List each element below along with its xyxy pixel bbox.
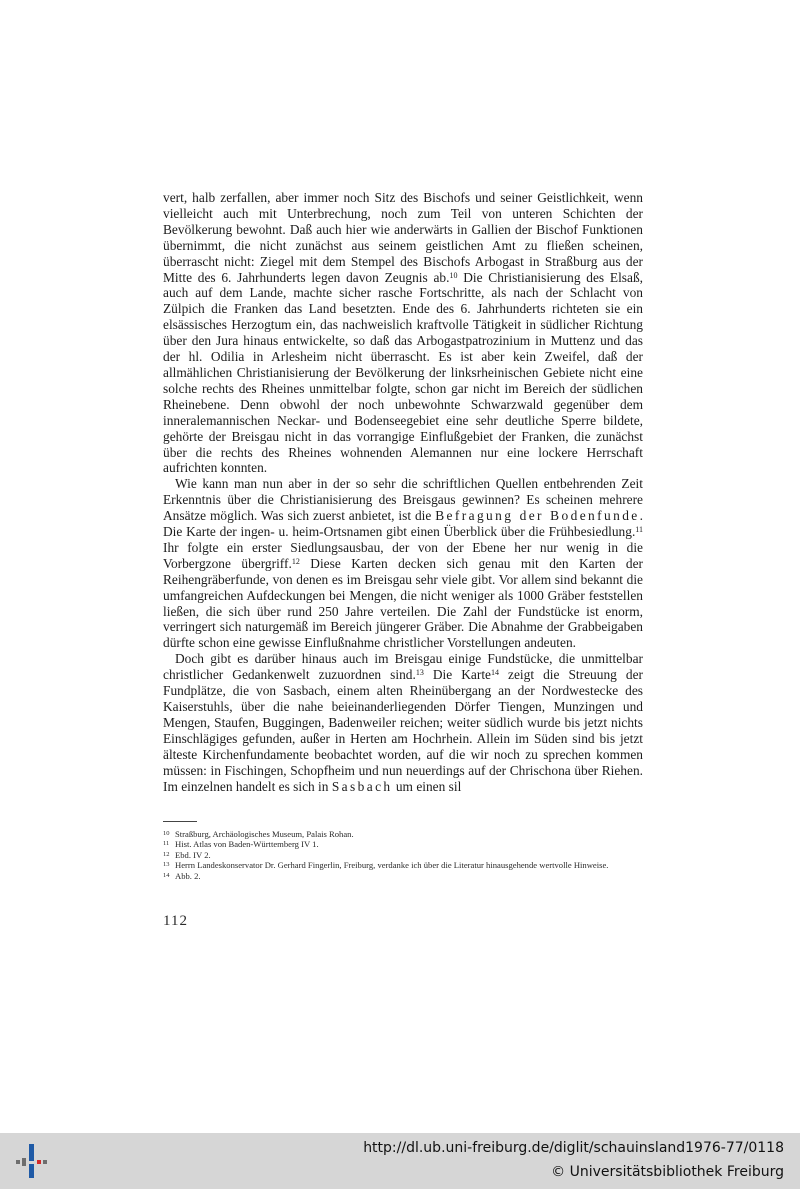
footnote-ref-12: 12: [291, 556, 300, 566]
footnote-ref-11: 11: [635, 525, 643, 535]
footnote-number: 12: [163, 850, 170, 858]
paragraph-2: [163, 476, 643, 651]
paragraph-3-text-a: Doch gibt es darüber hinaus auch im Breisgau einige Fundstücke, die unmittelbar christlicher Gedankenwelt zuzuordnen sind.: [163, 651, 643, 683]
footnote-text: Herrn Landeskonservator Dr. Gerhard Fingerlin, Freiburg, verdanke ich über die Literatur hinausgehende wertvolle Hinweise.: [175, 860, 609, 871]
paragraph-3: [163, 651, 643, 794]
footnotes: [163, 829, 643, 881]
paragraph-1-text-b: Die Christianisierung des Elsaß, auch auf dem Lande, machte sicher rasche Fortschritte, als nach der Schlacht von Zülpich die Franken das Land besetzten. Ende des 6. Jahrhunderts richteten sie ein elsässisches Herzogtum ein, das nachweislich kraftvolle Tätigkeit in südlicher Richtung über den Jura hinaus entwickelte, so daß das Arbogastpatrozinium in Muttenz und das der hl. Odilia in Arlesheim nicht überrascht. Es ist aber kein Zweifel, daß der allmählichen Christianisierung der Bevölkerung der linksrheinischen Gebiete nicht eine solche rechts des Rheines unmittelbar folgte, schon gar nicht im Bereich der südlichen Rheinebene. Denn obwohl der noch unbewohnte Schwarzwald gegenüber dem inneralemannischen Neckar- und Bodenseegebiet eine sehr deutliche Sperre bildete, gehörte der Breisgau nicht in das vorrangige Einflußgebiet der Franken, die zunächst über die rechts des Rheines wohnenden Alemannen nur eine lockere Herrschaft aufrichten konnten.: [163, 269, 643, 476]
footnote-text: Ebd. IV 2.: [175, 849, 211, 860]
paragraph-2-text-b: . Die Karte der ingen- u. heim-Ortsnamen gibt einen Überblick über die Frühbesiedlung.: [163, 508, 643, 540]
paragraph-2-text-d: Diese Karten decken sich genau mit den Karten der Reihengräberfunde, von denen es im Breisgau sehr viele gibt. Vor allem sind bekannt die umfangreichen Aufdeckungen bei Mengen, die nicht weniger als 1000 Gräber feststellen ließen, die sich über rund 250 Jahre verteilen. Die Zahl der Fundstücke ist enorm, verringert sich naturgemäß im Bereich jüngerer Gräber. Die Abnahme der Grabbeigaben dürfte schon eine gewisse Einflußnahme christlicher Vorstellungen andeuten.: [163, 555, 643, 651]
footnote-text: Abb. 2.: [175, 870, 201, 881]
body-text: [163, 190, 643, 794]
footnote: [163, 839, 643, 849]
footnote: [163, 871, 643, 881]
paragraph-2-text-c: Ihr folgte ein erster Siedlungsausbau, der von der Ebene her nur wenig in die Vorbergzone übergriff.: [163, 539, 643, 571]
footnote-number: 10: [163, 830, 170, 837]
paragraph-3-text-c: zeigt die Streuung der Fundplätze, die von Sasbach, einem alten Rheinübergang an der Nordwestecke des Kaiserstuhls, über die nahe beieinanderliegenden Dörfer Tiengen, Munzingen und Mengen, Staufen, Buggingen, Badenweiler reichen; weiter südlich wurde bis jetzt nichts Einschlägiges gefunden, außer in Herten am Hochrhein. Allein im Süden sind bis jetzt älteste Kirchenfundamente beobachtet worden, auf die wir noch zu sprechen kommen müssen: in Fischingen, Schopfheim und nun neuerdings auf der Chrischona über Riehen. Im einzelnen handelt es sich in: [163, 667, 643, 794]
footnote-number: 13: [163, 861, 170, 869]
paragraph-1-text-a: vert, halb zerfallen, aber immer noch Sitz des Bischofs und seiner Geistlichkeit, wenn vielleicht auch mit Unterbrechung, noch zum Teil von unteren Schichten der Bevölkerung bewohnt. Daß auch hier wie anderwärts in Gallien der Bischof Funktionen übernimmt, die nicht zunächst aus seinem geistlichen Amt zu fließen scheinen, überrascht nicht: Ziegel mit dem Stempel des Bischofs Arbogast in Straßburg aus der Mitte des 6. Jahrhunderts legen davon Zeugnis ab.: [163, 190, 643, 285]
footnote-divider: [163, 821, 197, 822]
ub-freiburg-logo-icon[interactable]: [12, 1140, 52, 1182]
footnote-number: 14: [163, 871, 170, 879]
paragraph-1: [163, 190, 643, 476]
copyright-notice: © Universitätsbibliothek Freiburg: [551, 1164, 784, 1180]
page-number: 112: [163, 913, 188, 929]
permalink-url[interactable]: http://dl.ub.uni-freiburg.de/diglit/schauinsland1976-77/0118: [363, 1140, 784, 1156]
footnote: [163, 850, 643, 860]
paragraph-3-emphasis: Sasbach: [331, 778, 393, 794]
paragraph-2-text-a: Wie kann man nun aber in der so sehr die schriftlichen Quellen entbehrenden Zeit Erkenntnis über die Christianisierung des Breisgaus gewinnen? Es scheinen mehrere Ansätze möglich. Was sich zuerst anbietet, ist die: [163, 476, 643, 524]
footnote-number: 11: [163, 840, 170, 848]
footnote-text: Straßburg, Archäologisches Museum, Palais Rohan.: [175, 829, 354, 839]
footnote: [163, 860, 643, 870]
footnote-ref-10: 10: [449, 270, 458, 280]
footnote-ref-13: 13: [415, 668, 424, 678]
paragraph-3-text-d: um einen sil: [392, 778, 462, 794]
footnote: [163, 829, 643, 839]
viewer-footer: [0, 1133, 800, 1189]
footnote-text: Hist. Atlas von Baden-Württemberg IV 1.: [175, 839, 319, 850]
paragraph-3-text-b: Die Karte: [423, 667, 491, 683]
footnote-ref-14: 14: [490, 668, 499, 678]
paragraph-2-emphasis: Befragung der Bodenfunde: [435, 508, 640, 524]
